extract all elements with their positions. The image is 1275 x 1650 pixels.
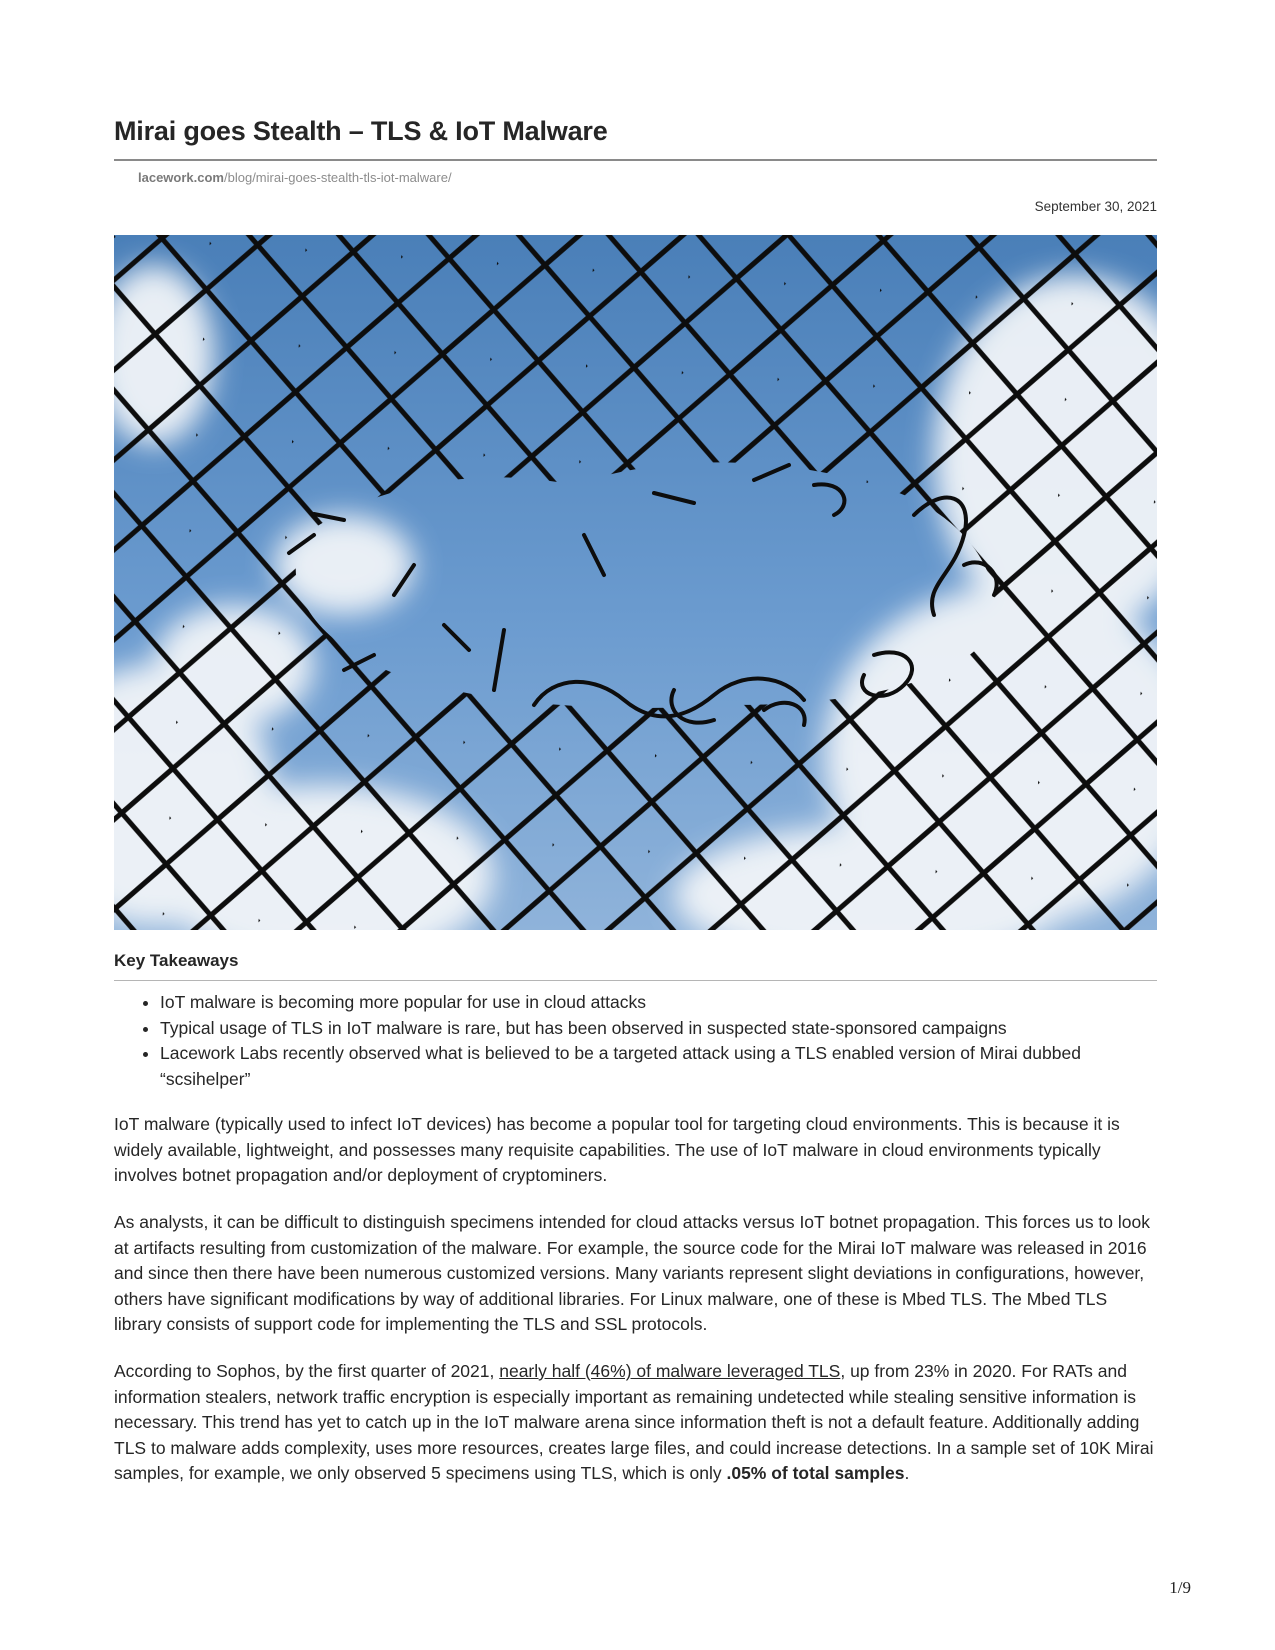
list-item: • Typical usage of TLS in IoT malware is rare, but has been observed in suspected state-sponsored campaigns [160,1016,1157,1042]
body-paragraph-1: IoT malware (typically used to infect IoT devices) has become a popular tool for targeting cloud environments. This is because it is widely available, lightweight, and possesses many requisite capabilities. The use of IoT malware in cloud environments typically involves botnet propagation and/or deployment of cryptominers. [114,1114,1120,1186]
sophos-report-link[interactable]: nearly half (46%) of malware leveraged TLS [499,1361,841,1381]
hero-image [114,235,1157,930]
paragraph-text: According to Sophos, by the first quarter of 2021, [114,1361,500,1381]
paragraph-text: . [904,1463,910,1484]
title-divider [114,159,1157,161]
paragraph-text: , up from 23% in 2020. For RATs and information stealers, network traffic encryption is especially important as remaining undetected while stealing sensitive information is necessary. This trend has yet to catch up in the IoT malware arena since information theft is not a default feature. Additionally adding TLS to malware adds complexity, uses more resources, creates large files, and could increase detections. In a sample set of 10K Mirai samples, for example, we only observed 5 specimens using TLS, which is only [114,1361,1154,1484]
article-title: Mirai goes Stealth – TLS & IoT Malware [114,116,608,146]
body-paragraph-3 [114,1359,1157,1487]
url-domain: lacework.com [138,170,224,185]
emphasis-statistic: .05% of total samples [726,1463,905,1484]
key-takeaways-heading: Key Takeaways [114,951,239,970]
list-item: • IoT malware is becoming more popular for use in cloud attacks [160,990,1157,1016]
key-takeaways-divider [114,980,1157,981]
list-item: • Lacework Labs recently observed what is believed to be a targeted attack using a TLS enabled version of Mirai dubbed “scsihelper” [160,1041,1157,1092]
url-path: /blog/mirai-goes-stealth-tls-iot-malware/ [224,170,452,185]
body-paragraph-2: As analysts, it can be difficult to distinguish specimens intended for cloud attacks versus IoT botnet propagation. This forces us to look at artifacts resulting from customization of the malware. For example, the source code for the Mirai IoT malware was released in 2016 and since then there have been numerous customized versions. Many variants represent slight deviations in configurations, however, others have significant modifications by way of additional libraries. For Linux malware, one of these is Mbed TLS. The Mbed TLS library consists of support code for implementing the TLS and SSL protocols. [114,1212,1150,1335]
publish-date: September 30, 2021 [1034,199,1157,214]
page-number: 1/9 [1169,1578,1191,1597]
source-url[interactable] [138,170,452,185]
key-takeaways-list [114,990,1157,1092]
